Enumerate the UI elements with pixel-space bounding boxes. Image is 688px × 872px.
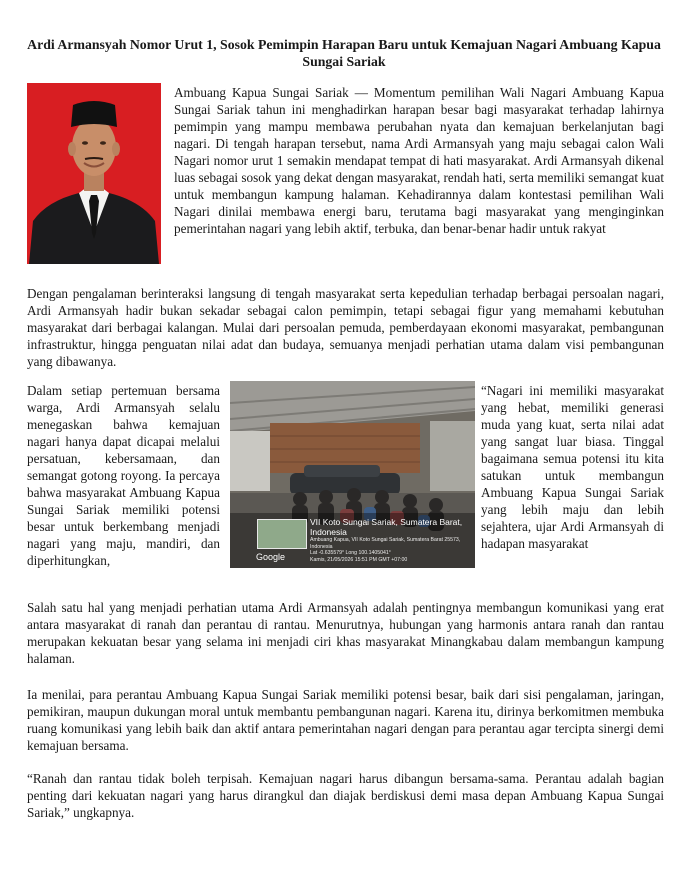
caption-address: Ambuang Kapua, VII Koto Sungai Sariak, Sumatera Barat 25573, Indonesia bbox=[310, 537, 461, 550]
paragraph-2: Dengan pengalaman berinteraksi langsung di tengah masyarakat serta kepedulian terhadap berbagai persoalan nagari, Ardi Armansyah hadir bukan sekadar sebagai calon pemimpin, tetapi sebagai figur yang memahami kebutuhan masyarakat dari berbagai kalangan. Mulai dari persoalan pemuda, pemberdayaan ekonomi masyarakat, pembangunan infrastruktur, hingga penguatan nilai adat dan budaya, semuanya menjadi perhatian utama dalam visi pembangunan yang dibawanya. bbox=[27, 286, 664, 369]
column-right-quote: “Nagari ini memiliki masyarakat yang hebat, memiliki generasi muda yang kuat, serta nilai adat yang sangat luar biasa. Tinggal bagaimana semua potensi itu kita satukan untuk membangun Ambuang Kapua Sungai Sariak yang lebih maju dan lebih sejahtera, ujar Ardi Armansyah di hadapan masyarakat bbox=[481, 383, 664, 551]
caption-timestamp: Kamis, 21/05/2026 15:51 PM GMT +07:00 bbox=[310, 556, 408, 563]
intro-paragraph: Ambuang Kapua Sungai Sariak — Momentum pemilihan Wali Nagari Ambuang Kapua Sungai Sariak tahun ini menghadirkan harapan besar bagi masyarakat terhadap lahirnya pemimpin yang mampu membawa perubahan nyata dan kemajuan berkelanjutan bagi nagari. Di tengah harapan tersebut, nama Ardi Armansyah yang maju sebagai calon Wali Nagari nomor urut 1 semakin mendapat tempat di hati masyarakat. Ardi Armansyah dikenal luas sebagai sosok yang dekat dengan masyarakat, rendah hati, serta memiliki semangat kuat untuk membangun kampung halaman. Kehadirannya dalam kontestasi pemilihan Wali Nagari dinilai membawa energi baru, terutama bagi masyarakat yang menginginkan pemerintahan nagari yang lebih aktif, terbuka, dan benar-benar hadir untuk rakyat bbox=[174, 85, 664, 236]
paragraph-5: “Ranah dan rantau tidak boleh terpisah. Kemajuan nagari harus dibangun bersama-sama. Perantau adalah bagian penting dari kekuatan nagari yang harus dirangkul dan diajak berdiskusi demi masa depan Ambuang Kapua Sungai Sariak,” ungkapnya. bbox=[27, 771, 664, 820]
candidate-portrait bbox=[27, 83, 161, 264]
caption-title: VII Koto Sungai Sariak, Sumatera Barat, Indonesia bbox=[310, 517, 463, 537]
caption-coordinates: Lat -0.635579° Long 100.1405041° bbox=[310, 550, 391, 556]
google-watermark: Google bbox=[256, 552, 286, 562]
column-left-paragraph: Dalam setiap pertemuan bersama warga, Ardi Armansyah selalu menegaskan bahwa kemajuan nagari hanya dapat dicapai melalui persatuan, kebersamaan, dan semangat gotong royong. Ia percaya bahwa masyarakat Ambuang Kapua Sungai Sariak memiliki potensi besar untuk berkembang menjadi nagari yang maju, mandiri, dan diperhitungkan, bbox=[27, 383, 220, 568]
photo-geotag-caption bbox=[310, 517, 470, 563]
paragraph-3: Salah satu hal yang menjadi perhatian utama Ardi Armansyah adalah pentingnya membangun komunikasi yang erat antara masyarakat di ranah dan perantau di rantau. Menurutnya, hubungan yang harmonis antara ranah dan rantau merupakan kekuatan besar yang selama ini menjadi ciri khas masyarakat Minangkabau dalam membangun kampung halaman. bbox=[27, 600, 664, 666]
paragraph-4: Ia menilai, para perantau Ambuang Kapua Sungai Sariak memiliki potensi besar, baik dari sisi pengalaman, jaringan, pemikiran, maupun dukungan moral untuk membantu pembangunan nagari. Karena itu, dirinya berkomitmen membuka ruang komunikasi yang lebih baik dan aktif antara pemerintahan nagari dengan para perantau agar tercipta sinergi demi kemajuan bersama. bbox=[27, 687, 664, 753]
meeting-photo bbox=[230, 381, 475, 568]
map-thumbnail bbox=[257, 519, 307, 549]
article-title: Ardi Armansyah Nomor Urut 1, Sosok Pemimpin Harapan Baru untuk Kemajuan Nagari Ambuang Kapua Sungai Sariak bbox=[27, 37, 661, 69]
portrait-illustration bbox=[27, 83, 161, 264]
